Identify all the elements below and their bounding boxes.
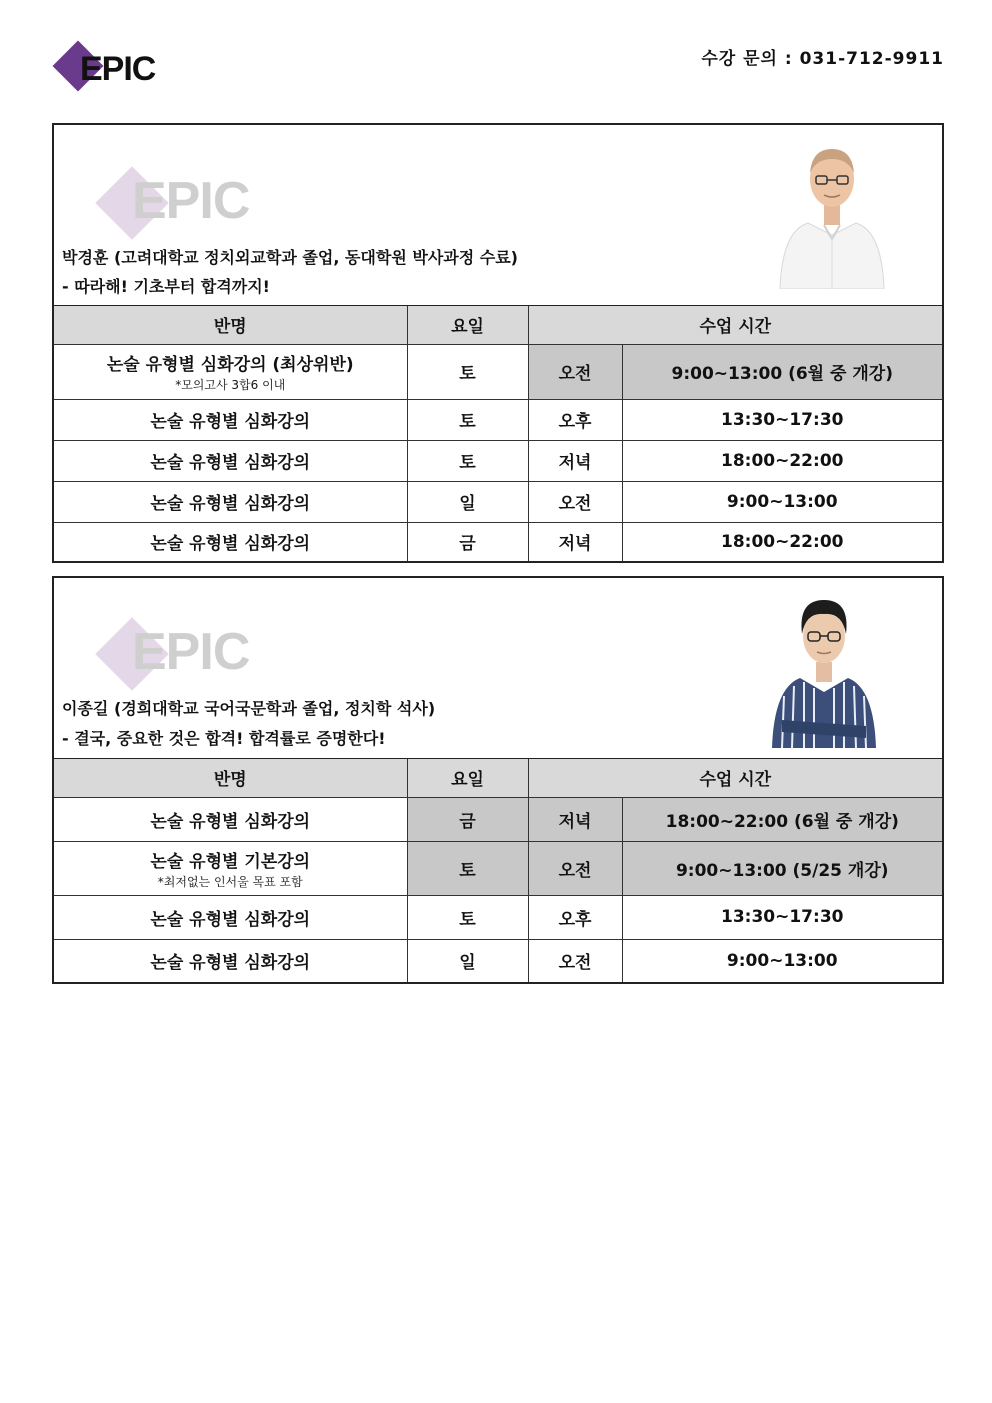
- table-header-row: [54, 306, 942, 344]
- teacher-panel-2: [52, 576, 944, 984]
- table-row: [54, 481, 942, 522]
- col-header-time: 수업 시간: [528, 306, 942, 344]
- teacher-name: 이종길 (경희대학교 국어국문학과 졸업, 정치학 석사): [62, 699, 436, 718]
- class-name: 논술 유형별 심화강의 (최상위반): [106, 355, 354, 375]
- class-cell: 논술 유형별 심화강의: [54, 481, 407, 522]
- table-row: [54, 522, 942, 561]
- time-cell: 13:30~17:30: [622, 399, 942, 440]
- day-cell: 토: [407, 895, 528, 939]
- table-row: [54, 399, 942, 440]
- logo-text: EPIC: [80, 50, 156, 88]
- day-cell: 일: [407, 939, 528, 982]
- teacher-name: 박경훈 (고려대학교 정치외교학과 졸업, 동대학원 박사과정 수료): [62, 248, 518, 267]
- period-cell: 오전: [528, 344, 622, 399]
- class-note: *모의고사 3합6 이내: [175, 378, 286, 392]
- day-cell: 토: [407, 344, 528, 399]
- day-cell: 금: [407, 797, 528, 841]
- period-cell: 오전: [528, 481, 622, 522]
- teacher-panel-1: [52, 123, 944, 563]
- class-cell: 논술 유형별 심화강의: [54, 797, 407, 841]
- teacher-slogan: - 따라해! 기초부터 합격까지!: [62, 277, 270, 296]
- table-row: [54, 797, 942, 841]
- schedule-table: [54, 759, 942, 982]
- period-cell: 저녁: [528, 522, 622, 561]
- watermark-text: EPIC: [132, 172, 250, 230]
- schedule-table: [54, 306, 942, 561]
- table-row: [54, 440, 942, 481]
- period-cell: 오후: [528, 895, 622, 939]
- time-cell: 9:00~13:00: [622, 939, 942, 982]
- time-cell: 13:30~17:30: [622, 895, 942, 939]
- table-row: [54, 895, 942, 939]
- teacher-photo: [772, 139, 892, 289]
- watermark-text: EPIC: [132, 623, 250, 681]
- watermark-logo: [94, 167, 294, 257]
- period-cell: 오전: [528, 939, 622, 982]
- class-name: 논술 유형별 기본강의: [150, 851, 311, 872]
- col-header-class: 반명: [54, 306, 407, 344]
- table-row: [54, 344, 942, 399]
- day-cell: 토: [407, 841, 528, 895]
- teacher-header: [54, 125, 942, 306]
- col-header-class: 반명: [54, 759, 407, 797]
- time-cell: 18:00~22:00: [622, 522, 942, 561]
- teacher-photo: [764, 588, 884, 748]
- class-cell: 논술 유형별 심화강의: [54, 440, 407, 481]
- class-cell: 논술 유형별 심화강의: [54, 895, 407, 939]
- epic-logo: [54, 42, 174, 98]
- teacher-slogan: - 결국, 중요한 것은 합격! 합격률로 증명한다!: [62, 729, 386, 748]
- time-cell: 9:00~13:00 (5/25 개강): [622, 841, 942, 895]
- watermark-logo: [94, 618, 294, 708]
- period-cell: 저녁: [528, 797, 622, 841]
- contact-info: 수강 문의 : 031-712-9911: [701, 49, 944, 69]
- day-cell: 금: [407, 522, 528, 561]
- time-cell: 18:00~22:00 (6월 중 개강): [622, 797, 942, 841]
- time-cell: 18:00~22:00: [622, 440, 942, 481]
- time-cell: 9:00~13:00 (6월 중 개강): [622, 344, 942, 399]
- col-header-day: 요일: [407, 759, 528, 797]
- period-cell: 저녁: [528, 440, 622, 481]
- class-cell: 논술 유형별 심화강의: [54, 522, 407, 561]
- period-cell: 오전: [528, 841, 622, 895]
- day-cell: 토: [407, 399, 528, 440]
- time-cell: 9:00~13:00: [622, 481, 942, 522]
- col-header-day: 요일: [407, 306, 528, 344]
- class-cell: 논술 유형별 심화강의: [54, 399, 407, 440]
- table-header-row: [54, 759, 942, 797]
- period-cell: 오후: [528, 399, 622, 440]
- class-cell: [54, 841, 407, 895]
- day-cell: 토: [407, 440, 528, 481]
- class-note: *최저없는 인서울 목표 포함: [157, 874, 303, 889]
- class-cell: [54, 344, 407, 399]
- class-cell: 논술 유형별 심화강의: [54, 939, 407, 982]
- day-cell: 일: [407, 481, 528, 522]
- teacher-header: [54, 578, 942, 759]
- col-header-time: 수업 시간: [528, 759, 942, 797]
- table-row: [54, 841, 942, 895]
- table-row: [54, 939, 942, 982]
